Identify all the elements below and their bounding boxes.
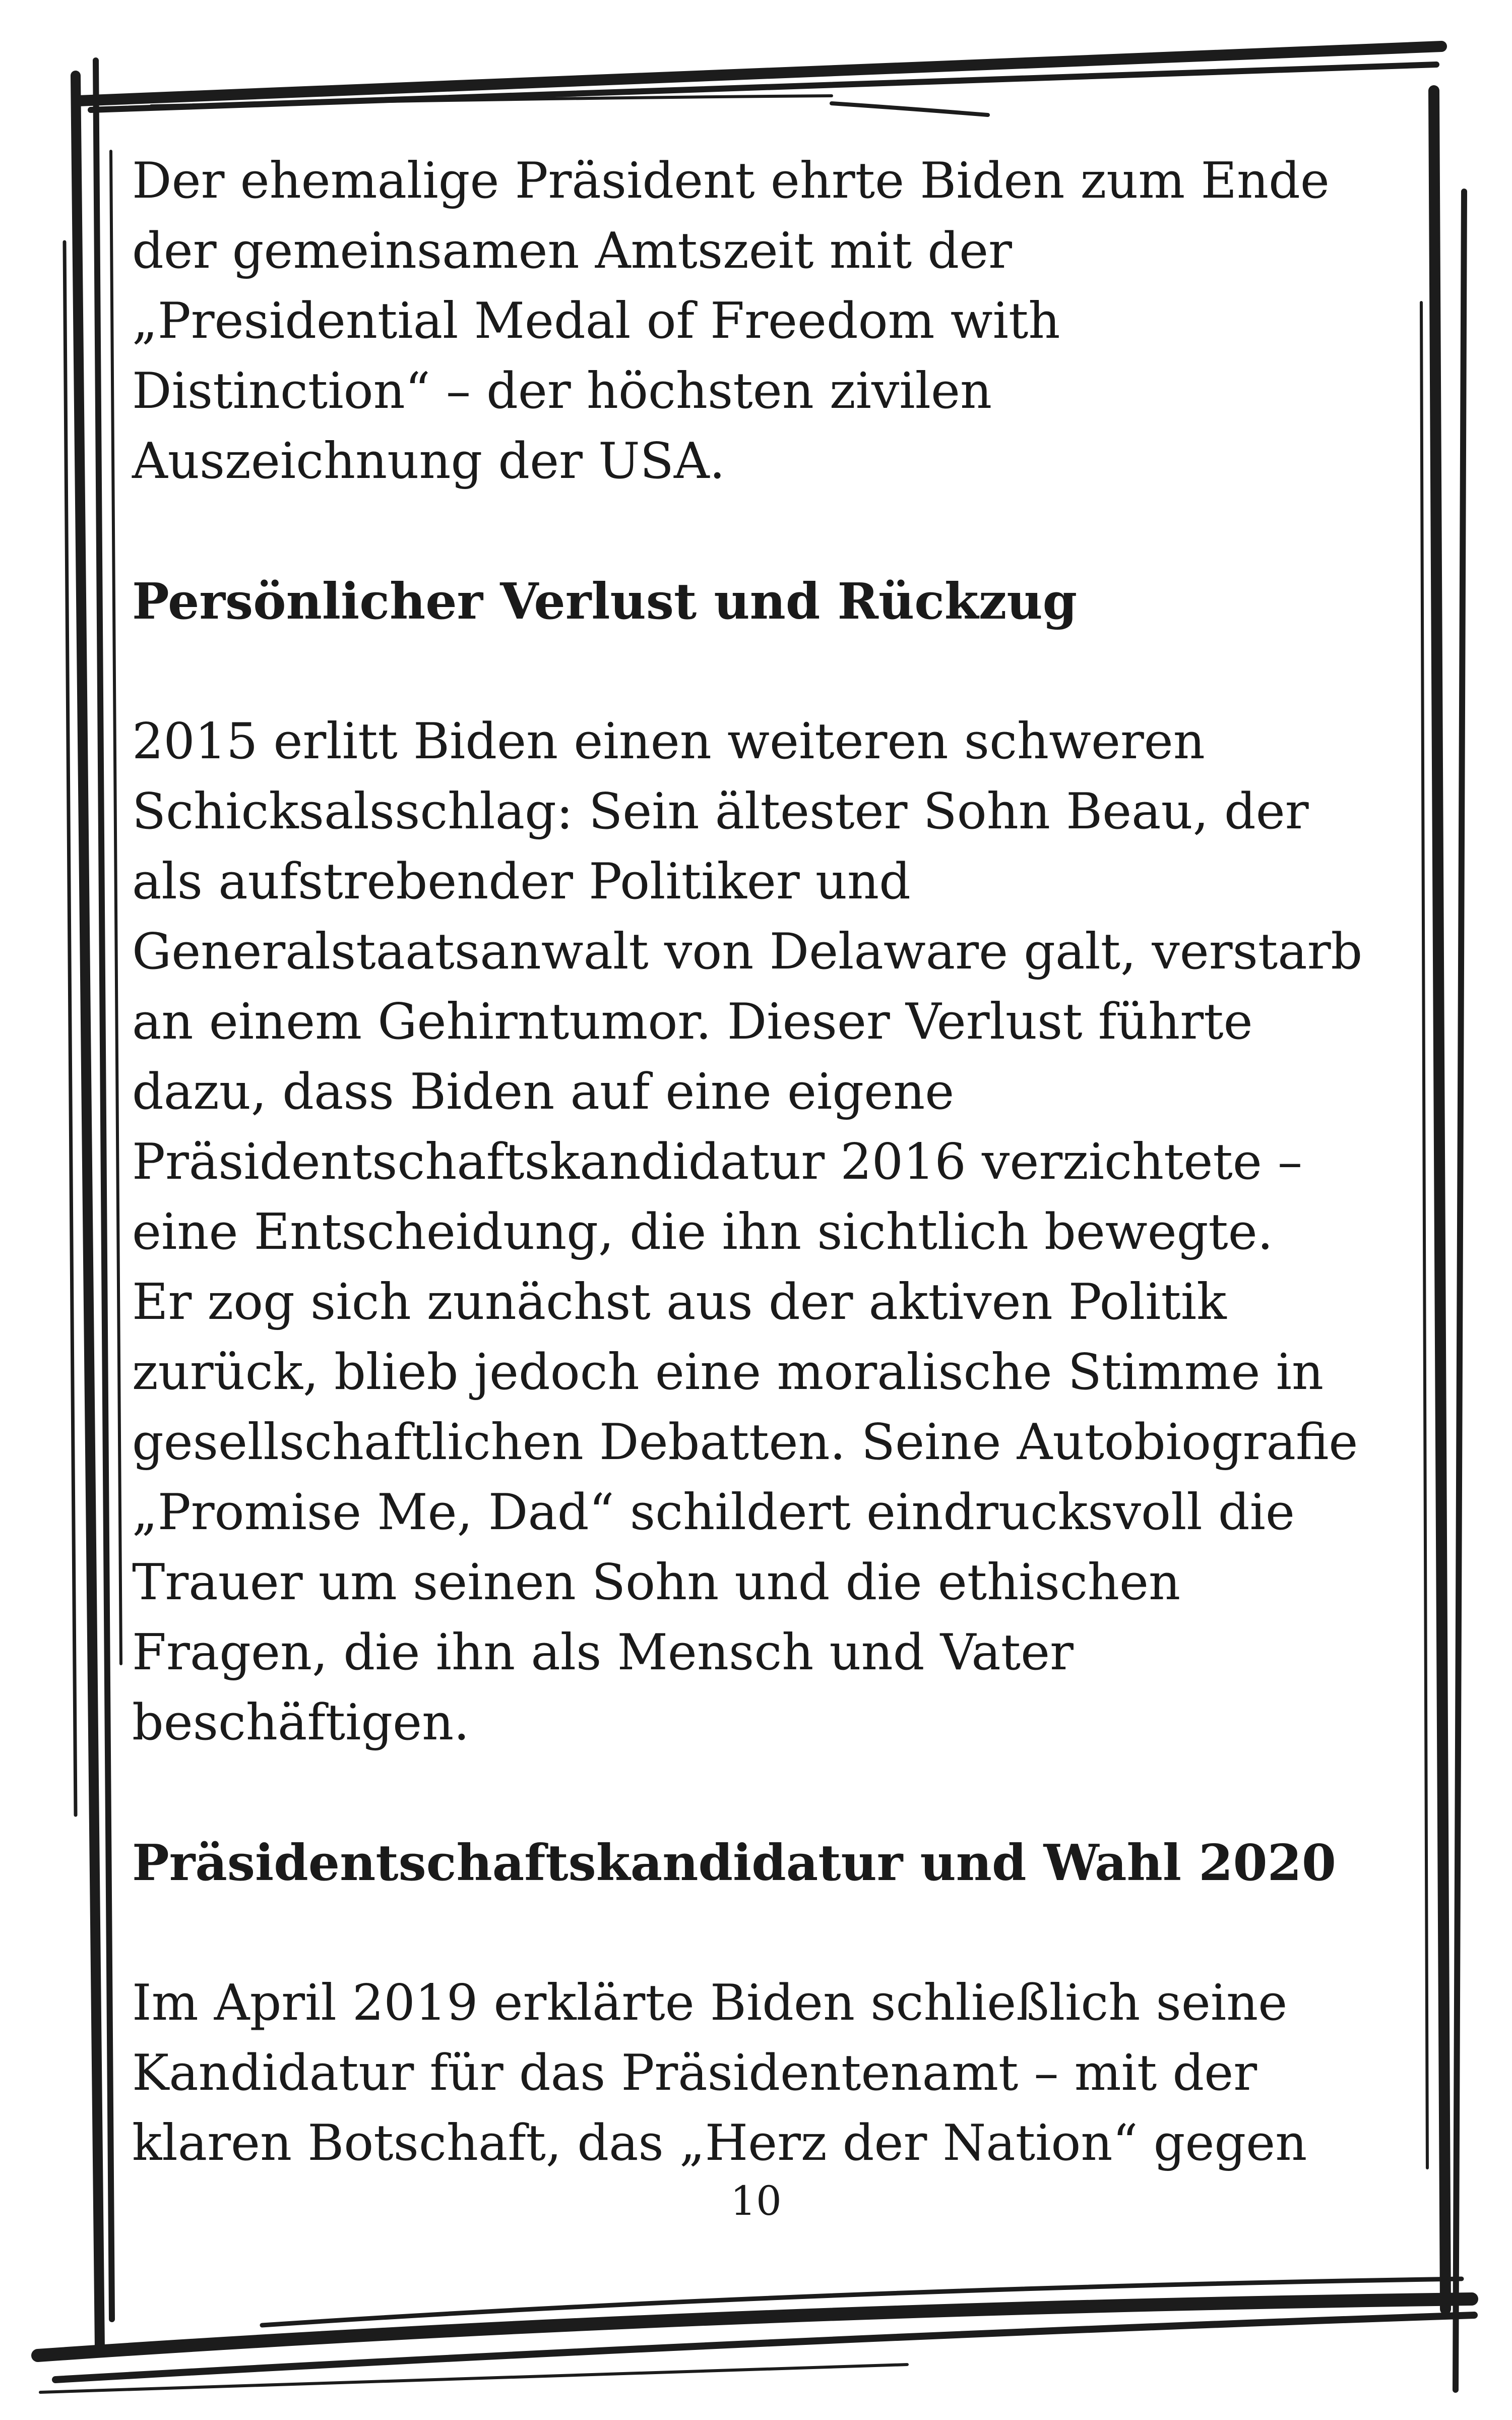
text-line: eine Entscheidung, die ihn sichtlich bewegte. (132, 1203, 1273, 1261)
text-line: an einem Gehirntumor. Dieser Verlust führte (132, 993, 1253, 1051)
section-heading-loss: Persönlicher Verlust und Rückzug (132, 573, 1078, 631)
text-line: Generalstaatsanwalt von Delaware galt, verstarb (132, 923, 1363, 981)
text-line: der gemeinsamen Amtszeit mit der (132, 222, 1013, 280)
text-line: Präsidentschaftskandidatur 2016 verzichtete – (132, 1133, 1303, 1191)
frame-stroke-top-3 (832, 103, 988, 115)
paragraph-gap (132, 1898, 1402, 1968)
text-line: „Promise Me, Dad“ schildert eindrucksvoll die (132, 1484, 1295, 1541)
text-line: klaren Botschaft, das „Herz der Nation“ gegen (132, 2114, 1307, 2172)
frame-stroke-bottom-4 (40, 2365, 907, 2392)
text-line: Er zog sich zunächst aus der aktiven Politik (132, 1274, 1227, 1331)
text-line: Auszeichnung der USA. (132, 433, 725, 490)
paragraph-gap (132, 1758, 1402, 1828)
text-line: Kandidatur für das Präsidentenamt – mit der (132, 2044, 1257, 2102)
text-line: Schicksalsschlag: Sein ältester Sohn Beau, der (132, 783, 1309, 840)
section-heading-election: Präsidentschaftskandidatur und Wahl 2020 (132, 1834, 1337, 1892)
text-line: als aufstrebender Politiker und (132, 853, 911, 911)
text-line: Trauer um seinen Sohn und die ethischen (132, 1554, 1181, 1611)
text-line: „Presidential Medal of Freedom with (132, 292, 1060, 350)
text-line: zurück, blieb jedoch eine moralische Stimme in (132, 1344, 1324, 1401)
text-line: dazu, dass Biden auf eine eigene (132, 1063, 955, 1121)
frame-stroke-left-4 (111, 151, 121, 1664)
text-line: Distinction“ – der höchsten zivilen (132, 362, 992, 420)
paragraph-medal (132, 146, 1402, 497)
frame-stroke-right-1 (1434, 91, 1445, 2309)
paragraph-loss (132, 707, 1402, 1758)
text-line: Der ehemalige Präsident ehrte Biden zum Ende (132, 152, 1330, 210)
text-line: Im April 2019 erklärte Biden schließlich seine (132, 1974, 1288, 2032)
frame-stroke-right-3 (1421, 302, 1427, 2168)
paragraph-election (132, 1968, 1402, 2179)
text-line: beschäftigen. (132, 1694, 470, 1751)
frame-stroke-left-3 (65, 242, 76, 1815)
page-body (132, 146, 1402, 2179)
paragraph-gap (132, 497, 1402, 567)
frame-stroke-right-2 (1456, 192, 1464, 2390)
text-line: 2015 erlitt Biden einen weiteren schweren (132, 713, 1205, 770)
text-line: Fragen, die ihn als Mensch und Vater (132, 1624, 1074, 1681)
paragraph-gap (132, 637, 1402, 707)
page-number: 10 (730, 2177, 782, 2224)
text-line: gesellschaftlichen Debatten. Seine Autobiografie (132, 1414, 1358, 1471)
